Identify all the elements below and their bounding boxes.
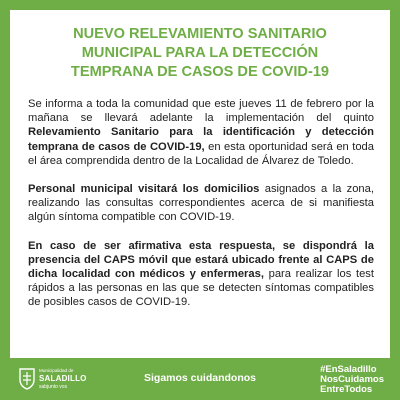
logo-line-1: Municipalidad de bbox=[39, 368, 74, 373]
announcement-body bbox=[28, 97, 374, 324]
logo-line-2: SALADILLO bbox=[39, 374, 87, 383]
headline bbox=[26, 25, 374, 82]
logo-line-3: sabjunto vos bbox=[39, 384, 68, 390]
paragraph-intro-text-1: Se informa a toda la comunidad que este jueves 11 de febrero por la mañana se llevará adelante la implementación del quinto bbox=[28, 98, 374, 125]
paragraph-intro-bold: Relevamiento Sanitario para la identificación y detección temprana de casos de COVID-19, bbox=[28, 126, 374, 153]
paragraph-visits bbox=[28, 182, 374, 225]
hashtag-line: #EnSaladillo bbox=[320, 364, 377, 375]
paragraph-intro bbox=[28, 97, 374, 168]
paragraph-caps-text: para realizar los test rápidos a las personas en las que se detecten síntomas compatibles de posibles casos de COVID-19. bbox=[28, 268, 375, 309]
footer-slogan: Sigamos cuidandonos bbox=[143, 372, 256, 384]
paragraph-visits-bold: Personal municipal visitará los domicilios bbox=[28, 183, 260, 196]
headline-line-2: MUNICIPAL PARA LA DETECCIÓN bbox=[81, 45, 319, 61]
hashtag-line: NosCuidamos bbox=[320, 374, 384, 385]
paragraph-intro-text-2: en esta oportunidad será en toda el área comprendida dentro de la Localidad de Álvarez de Toledo. bbox=[28, 140, 374, 167]
hashtag-line: EntreTodos bbox=[320, 384, 373, 395]
footer-hashtags bbox=[320, 365, 384, 395]
paragraph-caps-bold: En caso de ser afirmativa esta respuesta, se dispondrá la presencia del CAPS móvil que estará ubicado frente al CAPS de dicha localidad con médicos y enfermeras, bbox=[28, 239, 374, 281]
paragraph-caps bbox=[28, 239, 374, 310]
paragraph-visits-text: asignados a la zona, realizando las consultas correspondientes acerca de si manifiesta algún síntoma compatible con COVID-19. bbox=[28, 183, 374, 224]
headline-line-3: TEMPRANA DE CASOS DE COVID-19 bbox=[70, 64, 330, 80]
headline-line-1: NUEVO RELEVAMIENTO SANITARIO bbox=[73, 26, 327, 42]
footer-bar bbox=[0, 358, 400, 400]
announcement-card bbox=[10, 10, 390, 358]
